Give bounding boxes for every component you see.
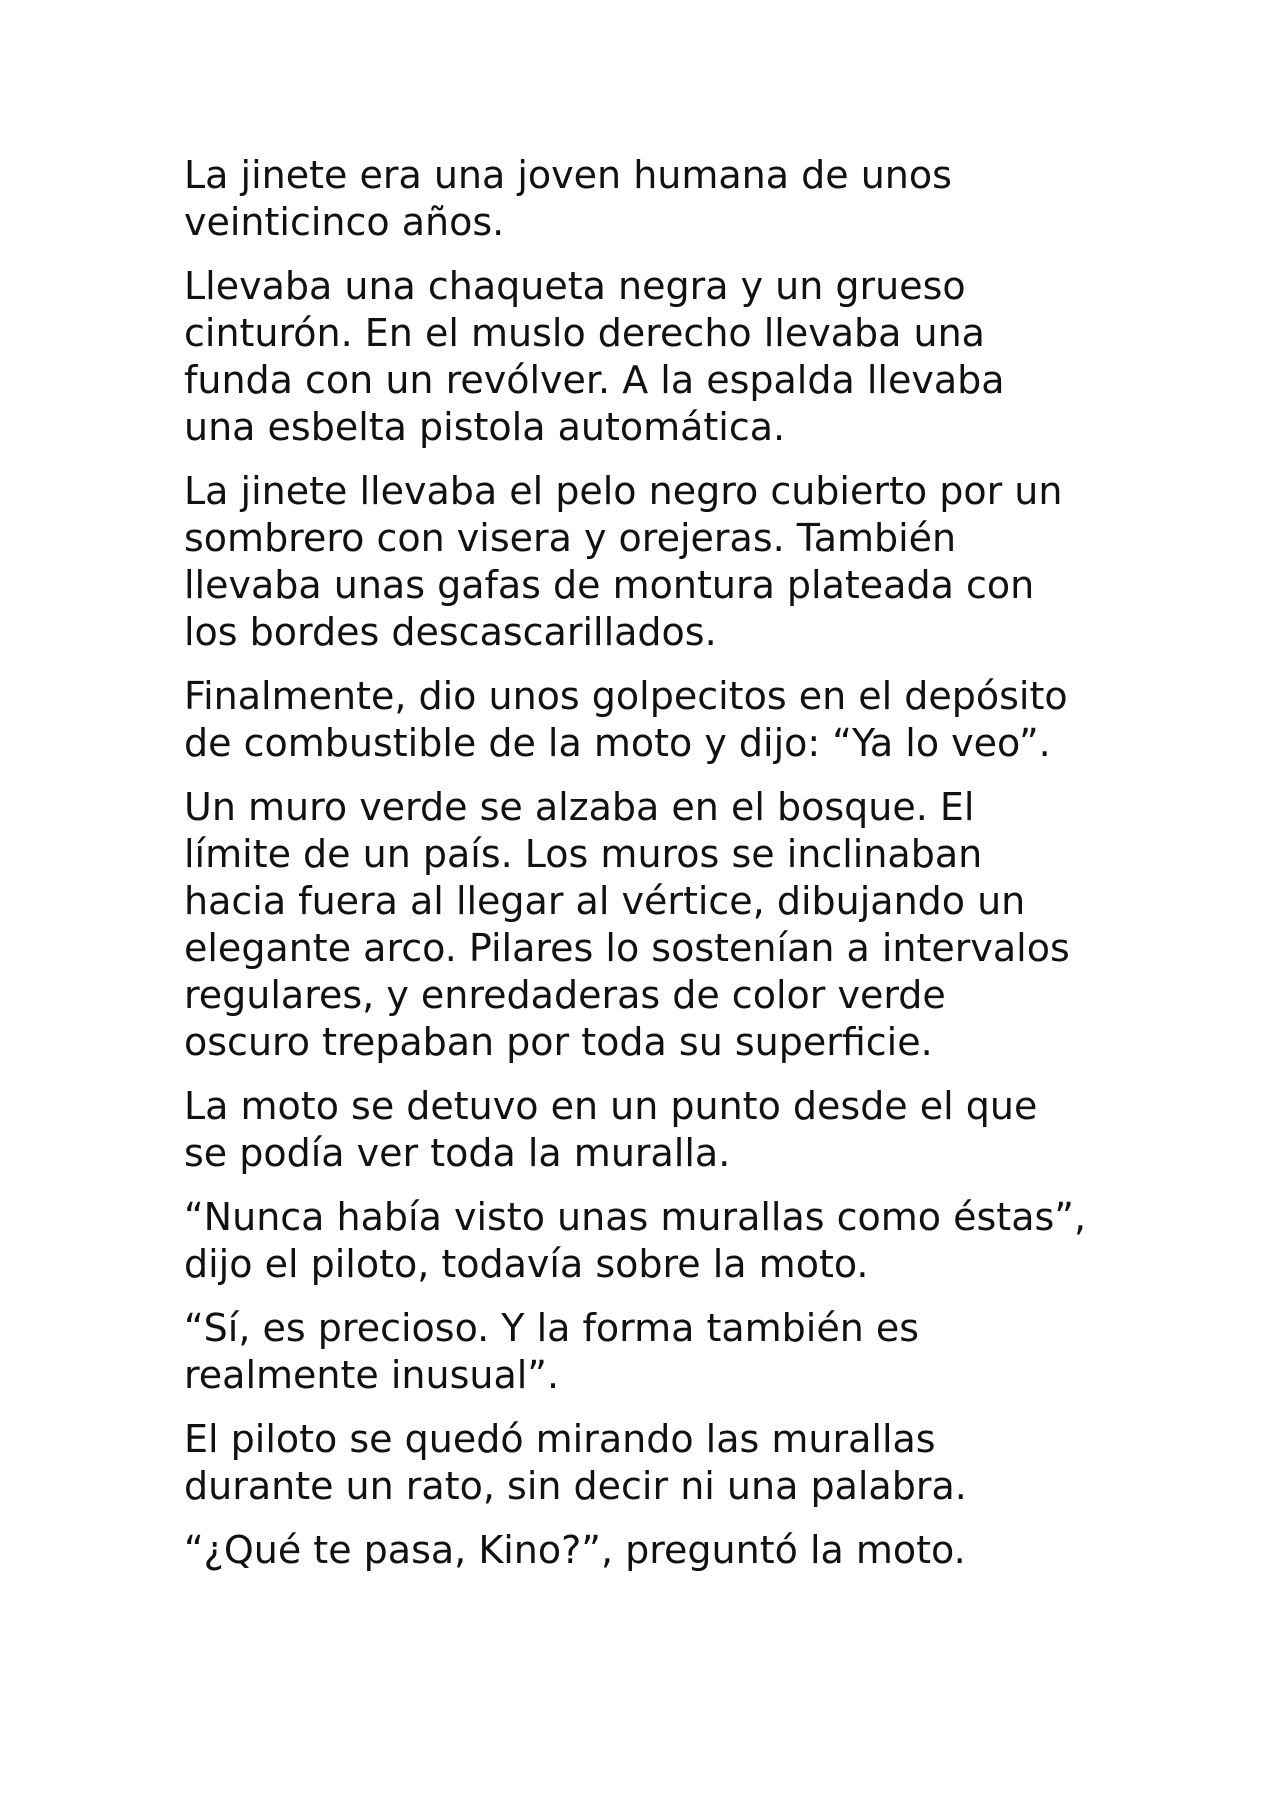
paragraph-line: durante un rato, sin decir ni una palabra. [184,1464,967,1508]
paragraph-line: Un muro verde se alzaba en el bosque. El [184,785,975,829]
paragraph-line: “Sí, es precioso. Y la forma también es [184,1306,920,1350]
paragraph-line: Finalmente, dio unos golpecitos en el depósito [184,674,1068,718]
paragraph-line: elegante arco. Pilares lo sostenían a intervalos [184,926,1070,970]
paragraph-line: una esbelta pistola automática. [184,405,786,449]
paragraph-4 [184,673,1124,767]
paragraph-10 [184,1527,1124,1574]
paragraph-line: sombrero con visera y orejeras. También [184,516,957,560]
paragraph-1 [184,152,1124,246]
paragraph-8 [184,1305,1124,1399]
paragraph-line: veinticinco años. [184,200,505,244]
paragraph-line: límite de un país. Los muros se inclinaban [184,832,983,876]
paragraph-line: los bordes descascarillados. [184,610,717,654]
paragraph-line: llevaba unas gafas de montura plateada con [184,563,1035,607]
paragraph-line: “¿Qué te pasa, Kino?”, preguntó la moto. [184,1528,966,1572]
paragraph-7 [184,1194,1124,1288]
paragraph-6 [184,1083,1124,1177]
paragraph-3 [184,468,1124,656]
paragraph-line: “Nunca había visto unas murallas como éstas”, [184,1195,1087,1239]
paragraph-5 [184,784,1124,1066]
paragraph-line: funda con un revólver. A la espalda llevaba [184,358,1005,402]
paragraph-line: Llevaba una chaqueta negra y un grueso [184,264,966,308]
paragraph-line: realmente inusual”. [184,1353,560,1397]
paragraph-line: cinturón. En el muslo derecho llevaba una [184,311,985,355]
body-text [184,152,1124,1591]
paragraph-line: dijo el piloto, todavía sobre la moto. [184,1242,869,1286]
paragraph-line: La moto se detuvo en un punto desde el que [184,1084,1038,1128]
paragraph-line: El piloto se quedó mirando las murallas [184,1417,936,1461]
paragraph-line: regulares, y enredaderas de color verde [184,973,946,1017]
paragraph-line: oscuro trepaban por toda su superficie. [184,1020,933,1064]
paragraph-line: de combustible de la moto y dijo: “Ya lo veo”. [184,721,1051,765]
paragraph-2 [184,263,1124,451]
paragraph-9 [184,1416,1124,1510]
paragraph-line: hacia fuera al llegar al vértice, dibujando un [184,879,1026,923]
paragraph-line: La jinete era una joven humana de unos [184,153,952,197]
paragraph-line: se podía ver toda la muralla. [184,1131,731,1175]
paragraph-line: La jinete llevaba el pelo negro cubierto por un [184,469,1063,513]
